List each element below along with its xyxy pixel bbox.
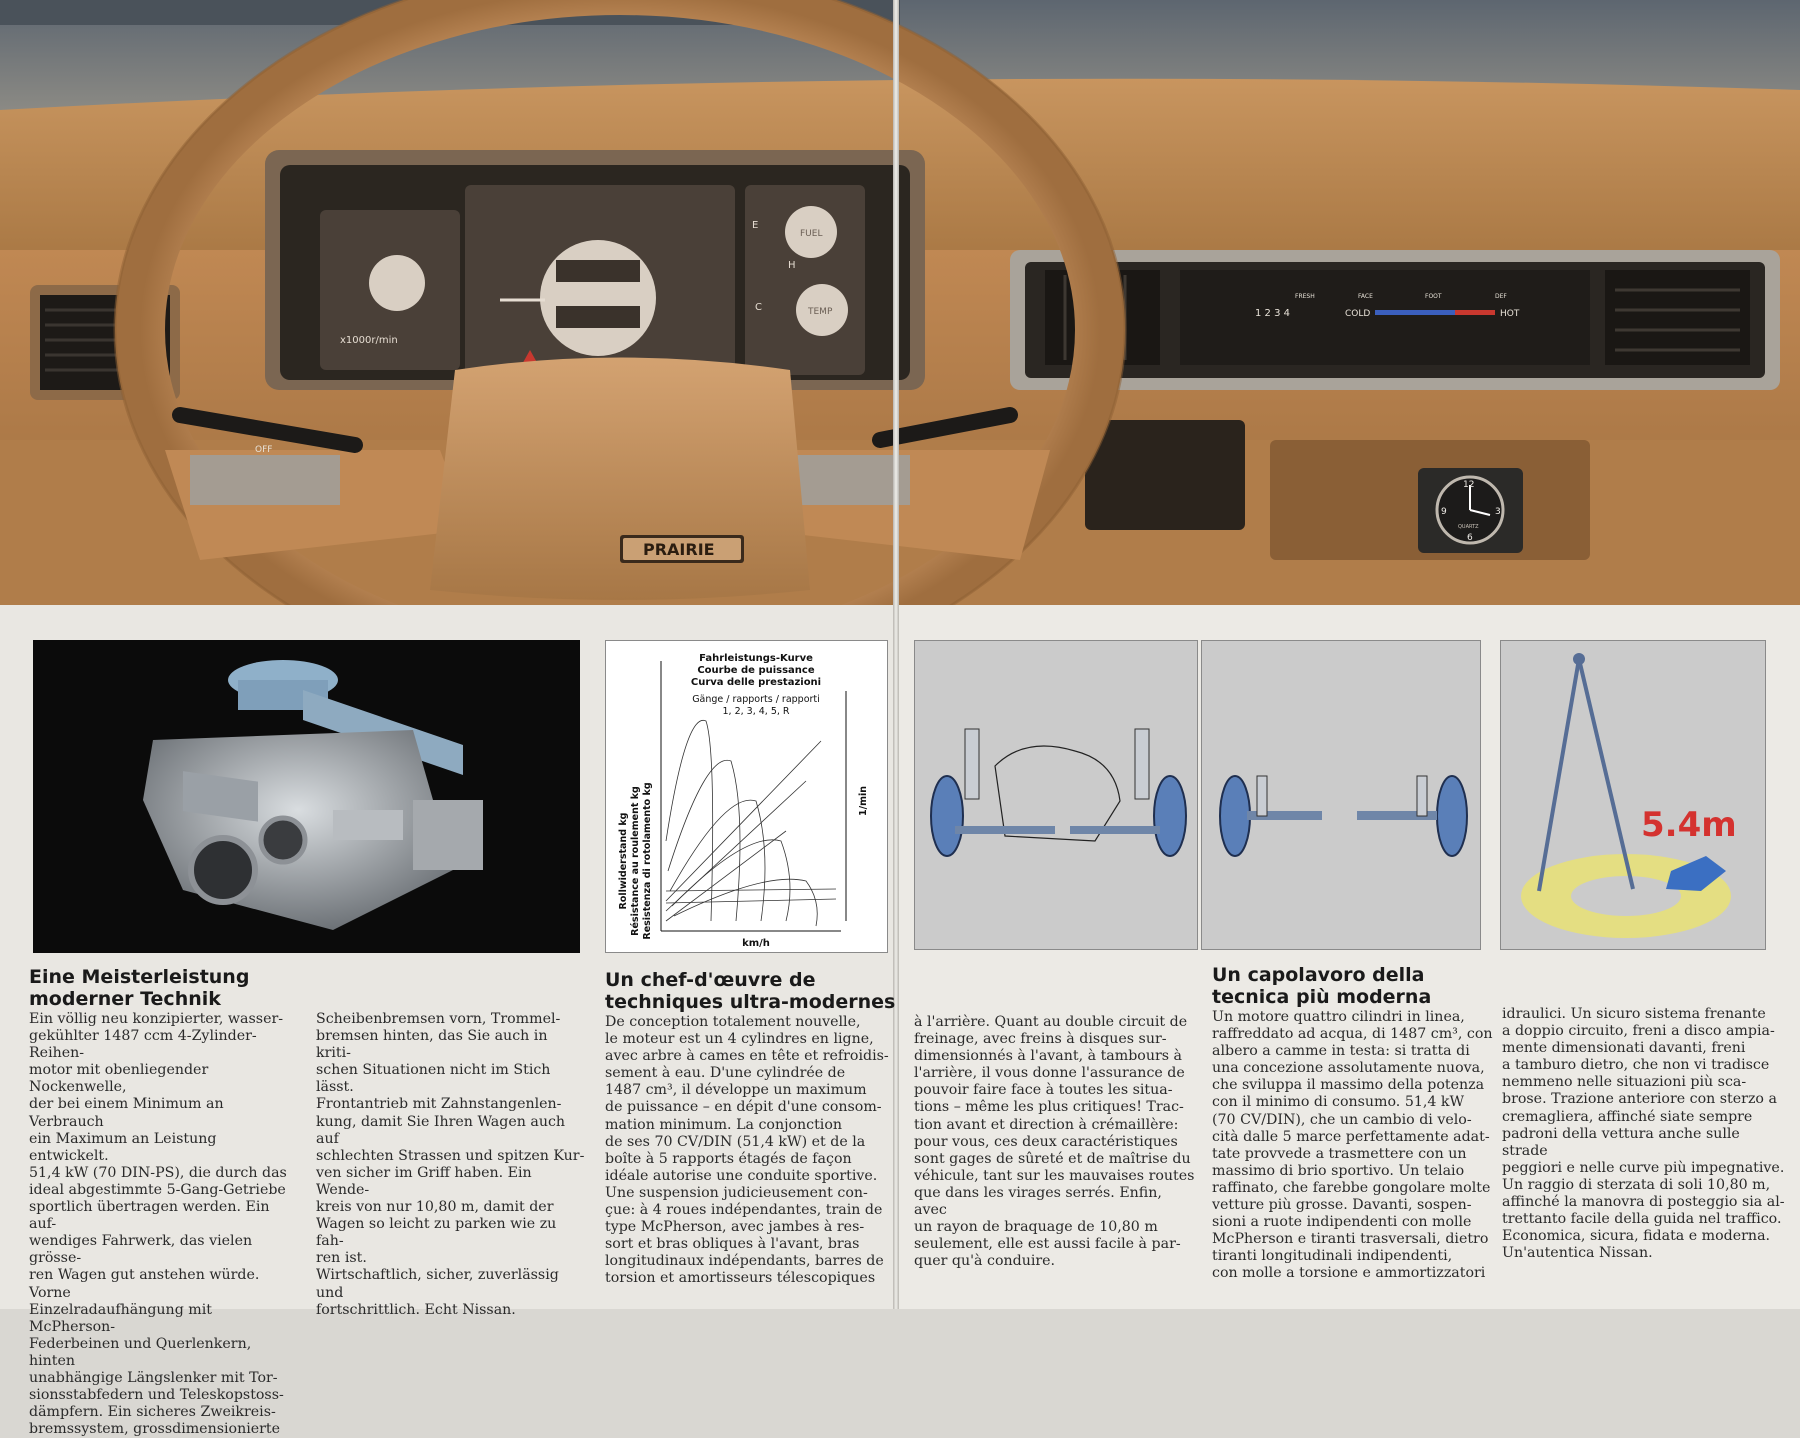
front-suspension-svg (915, 641, 1198, 950)
climate-control-panel (1180, 270, 1590, 365)
section-title-de (29, 966, 249, 1010)
section-title-it (1212, 964, 1431, 1008)
chart-ylabel-it: Resistenza di rotolamento kg (642, 782, 653, 940)
front-suspension-diagram (914, 640, 1198, 950)
clock (1418, 468, 1523, 553)
gauge-temp-label: TEMP (808, 307, 833, 317)
turning-circle-diagram (1500, 640, 1766, 950)
turning-circle-svg (1501, 641, 1766, 950)
chart-title-de: Fahrleistungs-Kurve (699, 653, 813, 664)
temp-hot-label: HOT (1500, 309, 1520, 319)
gauge-e-label: E (752, 220, 759, 231)
performance-chart (605, 640, 888, 953)
dashboard-photo (0, 0, 1800, 605)
section-text-de-col2: Scheibenbremsen vorn, Trommel- bremsen hinten, das Sie auch in kriti- schen Situationen nicht im Stich lässt. Frontantrieb mit Zahnstangenlen- kung, damit Sie Ihren Wagen auch auf schlechten Strassen und spitzen Kur- ven sicher im Griff haben. Ein Wende- kreis von nur 10,80 m, damit der Wagen so leicht zu parken wie zu fah- ren ist. Wirtschaftlich, sicher, zuverlässig und fortschrittlich. Echt Nissan. (316, 1011, 585, 1318)
chart-gears-label: Gänge / rapports / rapporti (692, 694, 820, 705)
fan-scale-label: 1 2 3 4 (1255, 308, 1290, 319)
fuel-temp-gauges (745, 185, 865, 375)
page-spine (893, 0, 899, 1309)
rear-suspension-diagram (1201, 640, 1481, 950)
chart-xlabel: km/h (742, 938, 770, 949)
gauge-c-label: C (755, 302, 762, 313)
performance-chart-svg (606, 641, 888, 953)
section-title-de-line2: moderner Technik (29, 988, 221, 1010)
clock-brand: QUARTZ (1458, 524, 1479, 530)
tacho-unit: x1000r/min (340, 335, 398, 346)
chart-gears-list: 1, 2, 3, 4, 5, R (722, 706, 790, 717)
gauge-h-label: H (788, 260, 796, 271)
vent-fresh-label: FRESH (1295, 293, 1315, 300)
section-title-de-line1: Eine Meisterleistung (29, 966, 250, 988)
turning-radius-label: 5.4m (1641, 805, 1737, 845)
tachometer (320, 210, 460, 370)
chart-ylabel-fr: Résistance au roulement kg (630, 786, 641, 936)
vent-foot-label: FOOT (1425, 293, 1442, 300)
section-title-fr-line2: techniques ultra-modernes (605, 991, 896, 1013)
section-text-fr-col1: De conception totalement nouvelle, le moteur est un 4 cylindres en ligne, avec arbre à cames en tête et refroidis- sement à eau. D'une cylindrée de 1487 cm³, il développe un maximum de puissance – en dépit d'une consom- mation minimum. La conjonction de ses 70 CV/DIN (51,4 kW) et de la boîte à 5 rapports étagés de façon idéale autorise une conduite sportive. Une suspension judicieusement con- çue: à 4 roues indépendantes, train de type McPherson, avec jambes à res- sort et bras obliques à l'avant, bras longitudinaux indépendants, barres de torsion et amortisseurs télescopiques (605, 1014, 889, 1287)
clock-9: 9 (1441, 507, 1447, 517)
section-text-de-col1: Ein völlig neu konzipierter, wasser- gekühlter 1487 ccm 4-Zylinder-Reihen- motor mit obenliegender Nockenwelle, der bei einem Minimum an Verbrauch ein Maximum an Leistung entwickelt. 51,4 kW (70 DIN-PS), die durch das ideal abgestimmte 5-Gang-Getriebe sportlich übertragen werden. Ein auf- wendiges Fahrwerk, das vielen grösse- ren Wagen gut anstehen würde. Vorne Einzelradaufhängung mit McPherson- Federbeinen und Querlenkern, hinten unabhängige Längslenker mit Tor- sionsstabfedern und Teleskopstoss- dämpfern. Ein sicheres Zweikreis- bremssystem, grossdimensionierte (29, 1011, 287, 1438)
chart-title-fr: Courbe de puissance (697, 665, 815, 676)
engine-illustration (33, 640, 580, 953)
vent-face-label: FACE (1358, 293, 1373, 300)
gauge-fuel-label: FUEL (800, 229, 823, 239)
chart-ylabel-de: Rollwiderstand kg (618, 812, 629, 910)
engine-photo (33, 640, 580, 953)
section-title-it-line1: Un capolavoro della (1212, 964, 1425, 986)
clock-6: 6 (1467, 533, 1473, 543)
section-text-it-col2: idraulici. Un sicuro sistema frenante a doppio circuito, freni a disco ampia- mente dimensionati davanti, freni a tamburo dietro, che non vi tradisce nemmeno nelle situazioni più sca- brose. Trazione anteriore con sterzo a cremagliera, affinché siate sempre padroni della vettura anche sulle strade peggiori e nelle curve più impegnative. Un raggio di sterzata di soli 10,80 m, affinché la manovra di posteggio sia al- trettanto facile della guida nel traffico. Economica, sicura, fidata e moderna. Un'autentica Nissan. (1502, 1006, 1785, 1262)
temp-cold-label: COLD (1345, 309, 1371, 319)
section-text-fr-col2: à l'arrière. Quant au double circuit de freinage, avec freins à disques sur- dimensionnés à l'avant, à tambours à l'arrière, il vous donne l'assurance de pouvoir faire face à toutes les situa- tions – même les plus critiques! Trac- tion avant et direction à crémaillère: pour vous, ces deux caractéristiques sont gages de sûreté et de maîtrise du véhicule, tant sur les mauvaises routes que dans les virages serrés. Enfin, avec un rayon de braquage de 10,80 m seulement, elle est aussi facile à par- quer qu'à conduire. (914, 1014, 1195, 1270)
speedometer (465, 185, 735, 380)
stalk-off-label: OFF (255, 445, 273, 455)
prairie-badge: PRAIRIE (643, 540, 715, 559)
section-title-fr (605, 969, 895, 1013)
vent-def-label: DEF (1495, 293, 1507, 300)
section-title-it-line2: tecnica più moderna (1212, 986, 1432, 1008)
clock-12: 12 (1463, 480, 1475, 490)
section-text-it-col1: Un motore quattro cilindri in linea, raffreddato ad acqua, di 1487 cm³, con albero a camme in testa: si tratta di una concezione assolutamente nuova, che sviluppa il massimo della potenza con il minimo di consumo. 51,4 kW (70 CV/DIN), che un cambio di velo- cità dalle 5 marce perfettamente adat- tate provvede a trasmettere con un massimo di brio sportivo. Un telaio raffinato, che farebbe gongolare molte vetture più grosse. Davanti, sospen- sioni a ruote indipendenti con molle McPherson e tiranti trasversali, dietro tiranti longitudinali indipendenti, con molle a torsione e ammortizzatori (1212, 1009, 1493, 1282)
dashboard-illustration (0, 0, 1800, 605)
section-title-fr-line1: Un chef-d'œuvre de (605, 969, 816, 991)
chart-title-it: Curva delle prestazioni (690, 677, 822, 688)
chart-ylabel-right: 1/min (858, 786, 869, 816)
rear-suspension-svg (1202, 641, 1481, 950)
clock-3: 3 (1495, 507, 1501, 517)
